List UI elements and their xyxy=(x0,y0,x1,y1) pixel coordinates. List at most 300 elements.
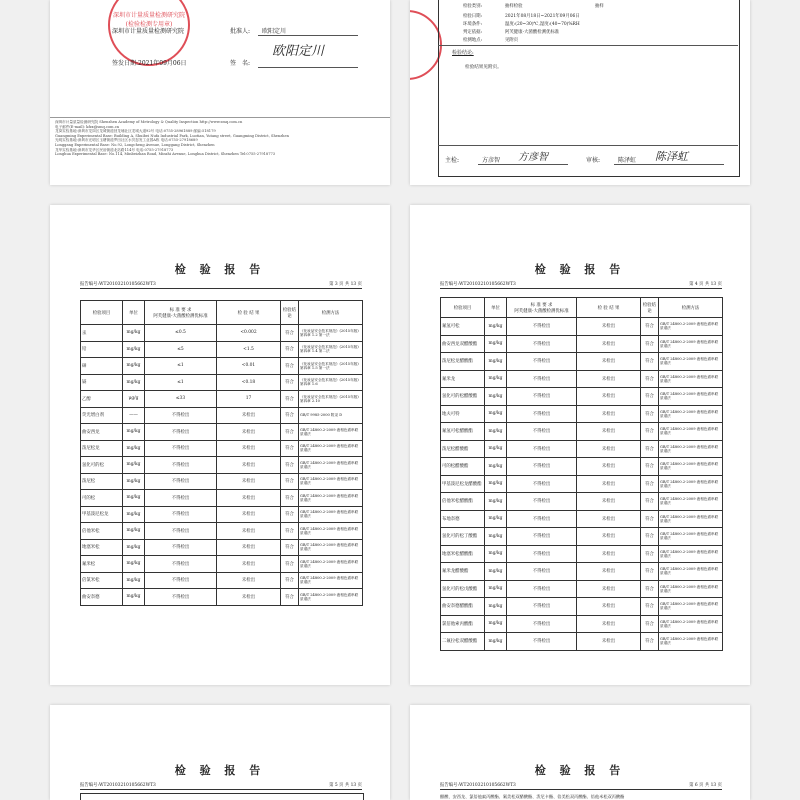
cell-item: 地塞米松醋酸酯 xyxy=(441,545,485,563)
cell-result: 未检出 xyxy=(217,506,281,523)
cell-method: GB/T 9985-2000 附录 D xyxy=(299,407,363,424)
cell-unit: mg/kg xyxy=(485,475,507,493)
cell-result: 未检出 xyxy=(577,580,641,598)
cell-unit: mg/kg xyxy=(485,440,507,458)
cell-unit: mg/kg xyxy=(485,493,507,511)
cell-requirement: ≤5 xyxy=(145,341,217,358)
cell-result: 未检出 xyxy=(217,424,281,441)
cell-unit: mg/kg xyxy=(485,353,507,371)
report-header xyxy=(440,782,722,790)
cell-result: 未检出 xyxy=(217,539,281,556)
cell-unit: mg/kg xyxy=(485,580,507,598)
col-result: 检 验 结 果 xyxy=(577,298,641,318)
cell-item: 氟氢可松 xyxy=(441,318,485,336)
cell-item: 曲安西龙双醋酸酯 xyxy=(441,335,485,353)
cell-verdict: 符合 xyxy=(281,490,299,507)
table-row xyxy=(81,325,363,342)
cell-verdict: 符合 xyxy=(281,572,299,589)
cell-method: GB/T 24800.2-2009 液相色谱串联质谱法 xyxy=(659,510,723,528)
cell-requirement: 不得检出 xyxy=(507,318,577,336)
table-row xyxy=(81,539,363,556)
cell-item: 氢化可的松 xyxy=(81,457,123,474)
cell-unit: mg/kg xyxy=(123,589,145,606)
cell-verdict: 符合 xyxy=(281,358,299,375)
cell-method: GB/T 24800.2-2009 液相色谱串联质谱法 xyxy=(659,353,723,371)
cell-unit: mg/kg xyxy=(485,615,507,633)
col-result: 检 验 结 果 xyxy=(217,301,281,325)
report-title: 检 验 报 告 xyxy=(174,764,266,777)
cell-unit: mg/kg xyxy=(123,539,145,556)
col-item: 检验项目 xyxy=(81,301,123,325)
cell-result: 未检出 xyxy=(577,563,641,581)
table-row xyxy=(441,370,723,388)
cell-requirement: 不得检出 xyxy=(507,388,577,406)
report-no-label: 报告编号: xyxy=(80,282,100,287)
table-row xyxy=(441,335,723,353)
cell-verdict: 符合 xyxy=(281,424,299,441)
cell-verdict: 符合 xyxy=(641,458,659,476)
cell-method: 《化妆品安全技术规范》(2015年版)第四章 1.6 xyxy=(299,374,363,391)
cell-result: 未检出 xyxy=(217,572,281,589)
cell-requirement: ≤1 xyxy=(145,358,217,375)
cell-requirement: 不得检出 xyxy=(145,490,217,507)
env-conditions: 温度:(20~30)℃,湿度:(40~70)%RH xyxy=(505,22,580,27)
cell-item: 可的松 xyxy=(81,490,123,507)
cell-item: 甲基泼尼松龙醋酸酯 xyxy=(441,475,485,493)
report-no: WT20103210105662WT3 xyxy=(459,282,516,287)
report-no-label: 报告编号: xyxy=(440,783,460,788)
cell-unit: μg/g xyxy=(123,391,145,408)
cell-verdict: 符合 xyxy=(641,563,659,581)
cell-result: 未检出 xyxy=(577,510,641,528)
table-row xyxy=(441,353,723,371)
table-top-edge xyxy=(80,793,364,800)
table-row xyxy=(441,458,723,476)
req-subheader: 阿芙健康-大菌酸检测优标准 xyxy=(514,308,569,314)
cell-result: 未检出 xyxy=(577,388,641,406)
cell-unit: mg/kg xyxy=(123,506,145,523)
test-type: 抽样检验 xyxy=(505,4,523,9)
cell-unit: mg/kg xyxy=(485,545,507,563)
seal-text: 深圳市计量质量检测研究院 xyxy=(112,12,185,19)
cell-result: 未检出 xyxy=(577,423,641,441)
cell-item: 氢化可的松戊酸酯 xyxy=(441,580,485,598)
cell-item: 泼尼松龙醋酸酯 xyxy=(441,353,485,371)
cell-method: 《化妆品安全技术规范》(2015年版)第四章 2.10 xyxy=(299,391,363,408)
col-item: 检验项目 xyxy=(441,298,485,318)
cell-unit: mg/kg xyxy=(485,598,507,616)
cell-verdict: 符合 xyxy=(641,615,659,633)
table-row xyxy=(441,615,723,633)
cell-result: 未检出 xyxy=(577,475,641,493)
approver-signature: 欧阳定川 xyxy=(272,44,325,59)
cell-method: GB/T 24800.2-2009 液相色谱串联质谱法 xyxy=(299,473,363,490)
cell-verdict: 符合 xyxy=(641,370,659,388)
basis-label: 判定依据: xyxy=(463,30,483,35)
cell-requirement: 不得检出 xyxy=(145,506,217,523)
cell-method: GB/T 24800.2-2009 液相色谱串联质谱法 xyxy=(299,572,363,589)
cell-requirement: 不得检出 xyxy=(145,589,217,606)
cell-result: 未检出 xyxy=(217,490,281,507)
cell-requirement: 不得检出 xyxy=(145,523,217,540)
cell-requirement: ≤1 xyxy=(145,374,217,391)
req-subheader: 阿芙健康-大菌酸检测优标准 xyxy=(153,313,208,319)
cell-unit: mg/kg xyxy=(485,633,507,651)
cell-method: GB/T 24800.2-2009 液相色谱串联质谱法 xyxy=(299,457,363,474)
req-header: 标 准 要 求 xyxy=(169,307,192,313)
cell-item: 氟氢可松醋酸酯 xyxy=(441,423,485,441)
cell-requirement: 不得检出 xyxy=(145,473,217,490)
col-verdict: 检验结论 xyxy=(641,298,659,318)
reviewer-name: 陈泽虹 xyxy=(618,157,637,164)
col-method: 检测方法 xyxy=(299,301,363,325)
cell-verdict: 符合 xyxy=(281,589,299,606)
cell-verdict: 符合 xyxy=(281,341,299,358)
page-number: 第 6 页 共 13 页 xyxy=(689,783,722,788)
table-row xyxy=(81,556,363,573)
table-row xyxy=(441,528,723,546)
cell-verdict: 符合 xyxy=(641,318,659,336)
cell-method: 《化妆品安全技术规范》(2015年版)第四章 1.2 第一法 xyxy=(299,325,363,342)
report-page-5 xyxy=(50,705,390,800)
cell-requirement: 不得检出 xyxy=(507,598,577,616)
footer-line: 龙华实验基地:深圳市龙华区民治街道北站路114号 电话:0755-27918773 xyxy=(55,147,174,152)
footer-address xyxy=(55,120,385,157)
test-date: 2021年08月18日~2021年09月06日 xyxy=(505,14,580,19)
cell-unit: mg/kg xyxy=(123,341,145,358)
cell-requirement: ≤0.5 xyxy=(145,325,217,342)
cell-item: 可的松醋酸酯 xyxy=(441,458,485,476)
cell-result: 未检出 xyxy=(577,528,641,546)
cell-unit: mg/kg xyxy=(123,473,145,490)
cell-verdict: 符合 xyxy=(641,545,659,563)
cell-result: 未检出 xyxy=(577,545,641,563)
cell-verdict: 符合 xyxy=(641,440,659,458)
remark-label: 检测地点: xyxy=(463,38,483,43)
col-unit: 单位 xyxy=(485,298,507,318)
footer-line: Longhua Experimental Base: No.114, Minbeizhan Road, Minzhi Avenue, Longhua District, Shenzhen Tel:0755-27918773 xyxy=(55,152,276,157)
table-row xyxy=(81,523,363,540)
footer-line: 深圳市计量质量检测研究院 Shenzhen Academy of Metrology & Quality Inspection http://www.smq.com.cn xyxy=(55,120,243,124)
cell-result: 未检出 xyxy=(217,589,281,606)
cell-method: GB/T 24800.2-2009 液相色谱串联质谱法 xyxy=(659,545,723,563)
cell-requirement: 不得检出 xyxy=(507,475,577,493)
table-row xyxy=(441,405,723,423)
table-row xyxy=(81,473,363,490)
cell-verdict: 符合 xyxy=(281,391,299,408)
cell-method: GB/T 24800.2-2009 液相色谱串联质谱法 xyxy=(659,598,723,616)
report-page-6 xyxy=(410,705,750,800)
cell-requirement: 不得检出 xyxy=(145,424,217,441)
cell-item: 倍他米松醋酸酯 xyxy=(441,493,485,511)
req-header: 标 准 要 求 xyxy=(530,302,553,308)
footer-line: Longgang Experimental Base: No.92, Longcheng Avenue, Longgang District, Shenzhen xyxy=(55,142,215,147)
cell-verdict: 符合 xyxy=(281,374,299,391)
partial-table-row: 醋酸、安西龙、氯倍他索丙酸酯、氟美松双醋酸酯、泼尼卡酯、倍美松双丙酸酯、倍他米松双丙酸酯 xyxy=(440,794,625,799)
test-results-table xyxy=(80,300,363,606)
cell-verdict: 符合 xyxy=(281,457,299,474)
table-row xyxy=(441,510,723,528)
cell-method: GB/T 24800.2-2009 液相色谱串联质谱法 xyxy=(659,458,723,476)
cell-item: 泼尼松醋酸酯 xyxy=(441,440,485,458)
cell-verdict: 符合 xyxy=(641,528,659,546)
cell-requirement: 不得检出 xyxy=(507,458,577,476)
table-row xyxy=(81,457,363,474)
report-page-3 xyxy=(50,205,390,685)
table-row xyxy=(441,580,723,598)
cell-item: 曲安奈德 xyxy=(81,589,123,606)
cell-result: <0.18 xyxy=(217,374,281,391)
page-number: 第 3 页 共 13 页 xyxy=(329,282,362,287)
cell-requirement: 不得检出 xyxy=(145,440,217,457)
cell-unit: mg/kg xyxy=(485,370,507,388)
table-row xyxy=(441,475,723,493)
table-row xyxy=(81,391,363,408)
cell-unit: mg/kg xyxy=(123,358,145,375)
cell-requirement: 不得检出 xyxy=(507,493,577,511)
cell-item: 泼尼松龙 xyxy=(81,440,123,457)
cell-result: 17 xyxy=(217,391,281,408)
cell-unit: mg/kg xyxy=(485,563,507,581)
cell-unit: mg/kg xyxy=(485,335,507,353)
footer-line: 电子邮件(E-mail): kfzx@smq.com.cn xyxy=(55,124,120,129)
cell-result: 未检出 xyxy=(577,353,641,371)
cell-requirement: 不得检出 xyxy=(145,572,217,589)
cell-verdict: 符合 xyxy=(281,556,299,573)
issue-date: 签发日期:2021年09月06日 xyxy=(112,60,187,67)
table-row xyxy=(441,493,723,511)
cell-verdict: 符合 xyxy=(641,388,659,406)
cell-method: GB/T 24800.2-2009 液相色谱串联质谱法 xyxy=(659,423,723,441)
cell-verdict: 符合 xyxy=(641,510,659,528)
table-row xyxy=(81,358,363,375)
table-row xyxy=(81,374,363,391)
cell-result: <0.002 xyxy=(217,325,281,342)
table-row xyxy=(81,407,363,424)
cell-result: <0.01 xyxy=(217,358,281,375)
table-row xyxy=(441,563,723,581)
report-title: 检 验 报 告 xyxy=(534,263,626,276)
cell-item: 汞 xyxy=(81,325,123,342)
col-requirement xyxy=(507,298,577,318)
main-tester-name: 方彦智 xyxy=(482,157,501,164)
cell-item: 氟米龙醋酸酯 xyxy=(441,563,485,581)
cell-requirement: 不得检出 xyxy=(507,370,577,388)
table-row xyxy=(441,318,723,336)
cell-method: GB/T 24800.2-2009 液相色谱串联质谱法 xyxy=(299,506,363,523)
cell-unit: mg/kg xyxy=(485,528,507,546)
table-row xyxy=(81,589,363,606)
cell-unit: mg/kg xyxy=(123,374,145,391)
cell-method: GB/T 24800.2-2009 液相色谱串联质谱法 xyxy=(659,335,723,353)
env-label: 环境条件: xyxy=(463,22,483,27)
cell-unit: mg/kg xyxy=(485,458,507,476)
remark: 见附页 xyxy=(505,38,519,43)
seal-subtext: (检验检测专用章) xyxy=(125,21,173,28)
table-row xyxy=(441,440,723,458)
cell-verdict: 符合 xyxy=(641,633,659,651)
cell-item: 荧光增白剂 xyxy=(81,407,123,424)
cell-result: 未检出 xyxy=(577,440,641,458)
cell-item: 砷 xyxy=(81,358,123,375)
cell-unit: mg/kg xyxy=(123,457,145,474)
cell-verdict: 符合 xyxy=(641,493,659,511)
cell-result: 未检出 xyxy=(217,457,281,474)
report-header xyxy=(80,782,362,790)
cell-item: 氢化可的松丁酸酯 xyxy=(441,528,485,546)
cell-result: <1.5 xyxy=(217,341,281,358)
cell-item: 布地奈德 xyxy=(441,510,485,528)
cell-requirement: 不得检出 xyxy=(507,405,577,423)
cell-unit: mg/kg xyxy=(485,318,507,336)
cell-verdict: 符合 xyxy=(641,423,659,441)
footer-line: 光明实验基地:深圳市光明区玉塘街道罗田社区水贝怒发工业园A栋 电话:0755-27918689 xyxy=(55,138,198,143)
test-date-label: 检验日期: xyxy=(463,14,483,19)
cell-item: 乙醇 xyxy=(81,391,123,408)
report-no-label: 报告编号: xyxy=(440,282,460,287)
cell-requirement: 不得检出 xyxy=(507,563,577,581)
cell-result: 未检出 xyxy=(577,370,641,388)
cell-requirement: 不得检出 xyxy=(507,633,577,651)
cell-verdict: 符合 xyxy=(281,523,299,540)
cell-item: 铅 xyxy=(81,341,123,358)
cell-unit: —— xyxy=(123,407,145,424)
cell-requirement: 不得检出 xyxy=(507,615,577,633)
cell-unit: mg/kg xyxy=(485,423,507,441)
report-no: WT20103210105662WT3 xyxy=(459,783,516,788)
reviewer-signature: 陈泽虹 xyxy=(655,150,688,163)
cell-item: 氯倍他索丙酸酯 xyxy=(441,615,485,633)
cell-result: 未检出 xyxy=(577,633,641,651)
footer-line: Guangming Experimental Base: Building A, Shuibei Nufa Industrial Park, Luotian, Yutang street, Guangming District, Shenzhen xyxy=(55,133,289,138)
cell-method: 《化妆品安全技术规范》(2015年版)第四章 1.4 第二法 xyxy=(299,341,363,358)
cell-unit: mg/kg xyxy=(123,572,145,589)
cell-method: GB/T 24800.2-2009 液相色谱串联质谱法 xyxy=(299,440,363,457)
cell-method: GB/T 24800.2-2009 液相色谱串联质谱法 xyxy=(299,424,363,441)
table-row xyxy=(81,506,363,523)
cell-requirement: 不得检出 xyxy=(145,407,217,424)
cell-method: GB/T 24800.2-2009 液相色谱串联质谱法 xyxy=(659,440,723,458)
cell-method: GB/T 24800.2-2009 液相色谱串联质谱法 xyxy=(659,528,723,546)
cell-result: 未检出 xyxy=(217,556,281,573)
cell-verdict: 符合 xyxy=(281,440,299,457)
cell-unit: mg/kg xyxy=(123,325,145,342)
cell-unit: mg/kg xyxy=(485,405,507,423)
cell-result: 未检出 xyxy=(577,598,641,616)
cell-unit: mg/kg xyxy=(123,556,145,573)
conclusion-label: 检验结论: xyxy=(452,50,474,56)
page-number: 第 4 页 共 13 页 xyxy=(689,282,722,287)
cell-verdict: 符合 xyxy=(281,539,299,556)
table-row xyxy=(441,388,723,406)
table-row xyxy=(81,424,363,441)
cell-verdict: 符合 xyxy=(641,335,659,353)
report-header xyxy=(80,281,362,289)
table-row xyxy=(81,440,363,457)
cell-method: GB/T 24800.2-2009 液相色谱串联质谱法 xyxy=(659,475,723,493)
cell-verdict: 符合 xyxy=(641,353,659,371)
cell-method: GB/T 24800.2-2009 液相色谱串联质谱法 xyxy=(659,493,723,511)
cell-result: 未检出 xyxy=(577,318,641,336)
cell-method: GB/T 24800.2-2009 液相色谱串联质谱法 xyxy=(299,523,363,540)
cell-item: 倍他米松 xyxy=(81,523,123,540)
cell-result: 未检出 xyxy=(577,493,641,511)
reviewer-label: 审核: xyxy=(586,157,601,164)
cell-method: GB/T 24800.2-2009 液相色谱串联质谱法 xyxy=(299,490,363,507)
footer-line: 龙岗实验基地:深圳市龙岗区龙城街道回龙埔社区龙城大道92号 电话:0755-28961889 邮编:518179 xyxy=(55,129,216,134)
col-requirement xyxy=(145,301,217,325)
approver-label: 批准人: xyxy=(230,28,251,35)
report-page-4 xyxy=(410,205,750,685)
col-verdict: 检验结论 xyxy=(281,301,299,325)
table-row xyxy=(441,545,723,563)
test-type-label: 检验类别: xyxy=(463,4,483,9)
col-unit: 单位 xyxy=(123,301,145,325)
cell-requirement: ≤33 xyxy=(145,391,217,408)
cell-requirement: 不得检出 xyxy=(507,545,577,563)
approver-name: 欧阳定川 xyxy=(262,28,287,35)
cell-method: GB/T 24800.2-2009 液相色谱串联质谱法 xyxy=(299,556,363,573)
cell-requirement: 不得检出 xyxy=(507,440,577,458)
cell-verdict: 符合 xyxy=(281,325,299,342)
cell-requirement: 不得检出 xyxy=(507,510,577,528)
basis: 阿芙健康-大菌酸检测优标准 xyxy=(505,30,560,35)
cell-item: 地塞米松 xyxy=(81,539,123,556)
cell-unit: mg/kg xyxy=(123,424,145,441)
institute-name: 深圳市计量质量检测研究院 xyxy=(112,28,185,35)
cell-result: 未检出 xyxy=(217,407,281,424)
cell-result: 未检出 xyxy=(577,405,641,423)
cell-verdict: 符合 xyxy=(281,506,299,523)
cell-result: 未检出 xyxy=(217,440,281,457)
cell-result: 未检出 xyxy=(217,473,281,490)
table-row xyxy=(441,633,723,651)
cell-method: GB/T 24800.2-2009 液相色谱串联质谱法 xyxy=(659,563,723,581)
table-row xyxy=(441,598,723,616)
cell-requirement: 不得检出 xyxy=(507,423,577,441)
report-page-signature xyxy=(50,0,390,185)
cell-verdict: 符合 xyxy=(641,475,659,493)
cell-item: 泼尼松 xyxy=(81,473,123,490)
cell-requirement: 不得检出 xyxy=(145,539,217,556)
cell-requirement: 不得检出 xyxy=(507,335,577,353)
sign-label: 签 名: xyxy=(230,60,251,67)
cell-verdict: 符合 xyxy=(281,407,299,424)
table-row xyxy=(441,423,723,441)
cell-item: 二氟拉松双醋酸酯 xyxy=(441,633,485,651)
cell-item: 倍氯米松 xyxy=(81,572,123,589)
cell-method: 《化妆品安全技术规范》(2015年版)第四章 1.5 第一法 xyxy=(299,358,363,375)
cell-item: 氟米松 xyxy=(81,556,123,573)
table-row xyxy=(81,490,363,507)
cell-verdict: 符合 xyxy=(641,598,659,616)
cell-verdict: 符合 xyxy=(281,473,299,490)
conclusion-text: 检验结果见附页。 xyxy=(465,65,502,70)
cell-requirement: 不得检出 xyxy=(145,556,217,573)
cell-requirement: 不得检出 xyxy=(507,353,577,371)
cell-method: GB/T 24800.2-2009 液相色谱串联质谱法 xyxy=(659,615,723,633)
report-no: WT20103210105662WT3 xyxy=(99,282,156,287)
cell-item: 曲安奈德醋酸酯 xyxy=(441,598,485,616)
cell-unit: mg/kg xyxy=(123,523,145,540)
test-results-table xyxy=(440,297,723,651)
cell-method: GB/T 24800.2-2009 液相色谱串联质谱法 xyxy=(659,370,723,388)
page-number: 第 5 页 共 13 页 xyxy=(329,783,362,788)
cell-unit: mg/kg xyxy=(123,490,145,507)
cell-verdict: 符合 xyxy=(641,580,659,598)
cell-method: GB/T 24800.2-2009 液相色谱串联质谱法 xyxy=(299,539,363,556)
cell-result: 未检出 xyxy=(217,523,281,540)
